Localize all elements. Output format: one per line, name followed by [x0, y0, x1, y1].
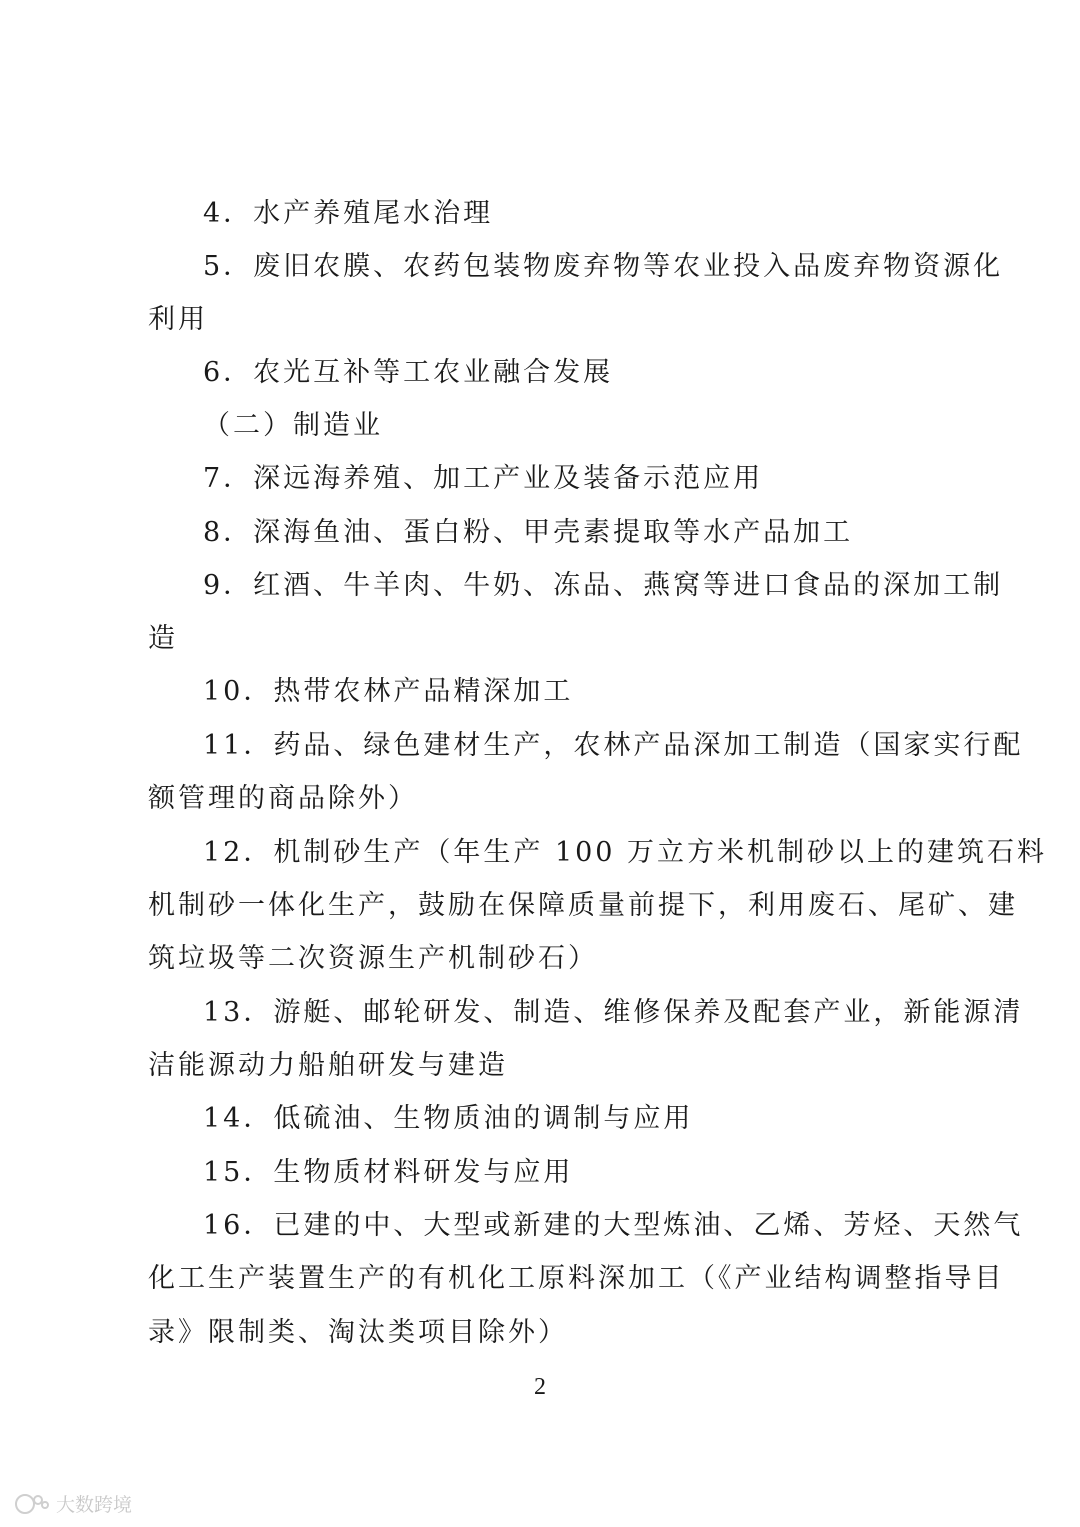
bubble-logo-icon: [14, 1492, 50, 1516]
list-item-12: 12．机制砂生产（年生产 100 万立方米机制砂以上的建筑石料: [203, 837, 1048, 868]
list-item-5: 5．废旧农膜、农药包装物废弃物等农业投入品废弃物资源化: [203, 251, 1004, 282]
section-heading-manufacturing: （二）制造业: [203, 410, 383, 441]
list-item-12-continued-2: 筑垃圾等二次资源生产机制砂石）: [148, 943, 598, 974]
list-item-11: 11．药品、绿色建材生产，农林产品深加工制造（国家实行配: [203, 730, 1024, 761]
list-item-13: 13．游艇、邮轮研发、制造、维修保养及配套产业，新能源清: [203, 997, 1024, 1028]
list-item-9: 9．红酒、牛羊肉、牛奶、冻品、燕窝等进口食品的深加工制: [203, 570, 1004, 601]
list-item-6: 6．农光互补等工农业融合发展: [203, 357, 614, 388]
list-item-15: 15．生物质材料研发与应用: [203, 1157, 574, 1188]
list-item-5-continued: 利用: [148, 304, 208, 335]
list-item-12-continued-1: 机制砂一体化生产，鼓励在保障质量前提下，利用废石、尾矿、建: [148, 890, 1018, 921]
page-number: 2: [534, 1374, 546, 1400]
list-item-7: 7．深远海养殖、加工产业及装备示范应用: [203, 463, 764, 494]
list-item-4: 4．水产养殖尾水治理: [203, 198, 494, 229]
watermark: [14, 1490, 132, 1517]
list-item-16-continued-1: 化工生产装置生产的有机化工原料深加工（《产业结构调整指导目: [148, 1263, 1005, 1294]
list-item-14: 14．低硫油、生物质油的调制与应用: [203, 1103, 694, 1134]
watermark-text: 大数跨境: [56, 1494, 133, 1516]
list-item-13-continued: 洁能源动力船舶研发与建造: [148, 1050, 508, 1081]
list-item-8: 8．深海鱼油、蛋白粉、甲壳素提取等水产品加工: [203, 517, 854, 548]
list-item-16-continued-2: 录》限制类、淘汰类项目除外）: [148, 1317, 568, 1348]
list-item-11-continued: 额管理的商品除外）: [148, 783, 418, 814]
list-item-10: 10．热带农林产品精深加工: [203, 676, 574, 707]
list-item-16: 16．已建的中、大型或新建的大型炼油、乙烯、芳烃、天然气: [203, 1210, 1024, 1241]
list-item-9-continued: 造: [148, 623, 178, 654]
